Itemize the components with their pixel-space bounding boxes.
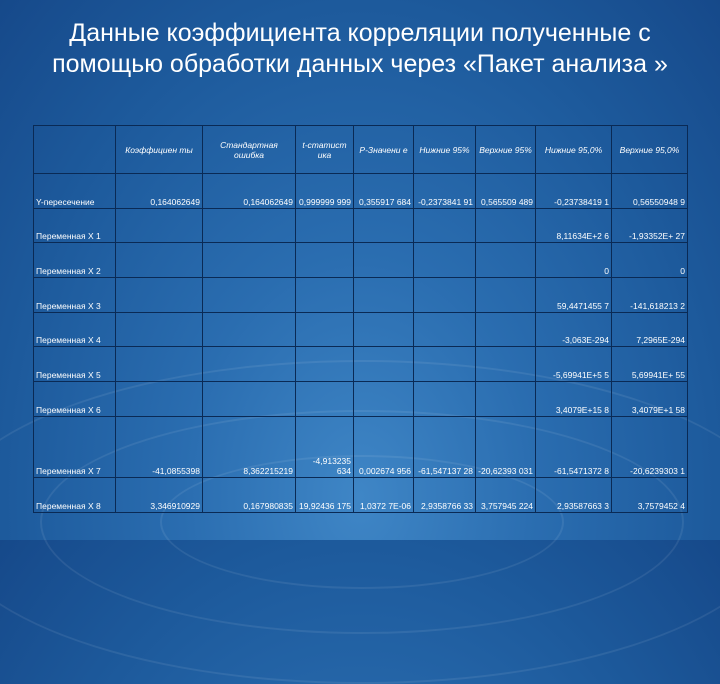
header-cell: Нижние 95,0% <box>536 126 612 174</box>
table-cell: 0,355917 684 <box>354 174 414 209</box>
table-cell <box>354 278 414 313</box>
table-cell <box>414 243 476 278</box>
table-cell: 0,164062649 <box>203 174 296 209</box>
table-cell <box>354 208 414 243</box>
table-cell <box>414 382 476 417</box>
table-cell: 3,4079E+1 58 <box>612 382 688 417</box>
table-cell <box>203 243 296 278</box>
table-cell <box>354 347 414 382</box>
table-cell: -41,0855398 <box>116 416 203 477</box>
table-cell: -5,69941E+5 5 <box>536 347 612 382</box>
header-cell: Нижние 95% <box>414 126 476 174</box>
table-cell <box>296 312 354 347</box>
table-cell: 3,7579452 4 <box>612 478 688 513</box>
table-cell: 0,999999 999 <box>296 174 354 209</box>
table-cell <box>414 278 476 313</box>
table-cell: -0,23738419 1 <box>536 174 612 209</box>
table-cell: 8,11634E+2 6 <box>536 208 612 243</box>
table-cell <box>116 382 203 417</box>
table-cell: 0,565509 489 <box>476 174 536 209</box>
table-cell: 1,0372 7E-06 <box>354 478 414 513</box>
header-cell: Верхние 95,0% <box>612 126 688 174</box>
table-cell <box>296 208 354 243</box>
table-cell: -20,6239303 1 <box>612 416 688 477</box>
header-cell <box>34 126 116 174</box>
table-cell <box>476 312 536 347</box>
table-cell <box>116 312 203 347</box>
table-cell: -3,063E-294 <box>536 312 612 347</box>
table-row <box>34 243 688 278</box>
table-cell <box>203 347 296 382</box>
table-cell: -1,93352E+ 27 <box>612 208 688 243</box>
table-cell <box>116 347 203 382</box>
table-row <box>34 208 688 243</box>
row-label: Переменная X 4 <box>34 312 116 347</box>
row-label: Переменная X 3 <box>34 278 116 313</box>
table-cell <box>476 382 536 417</box>
table-cell <box>414 312 476 347</box>
table-cell: 2,9358766 33 <box>414 478 476 513</box>
table-cell <box>354 243 414 278</box>
table-cell: 0 <box>612 243 688 278</box>
table-row <box>34 416 688 477</box>
row-label: Переменная X 7 <box>34 416 116 477</box>
header-cell: Коэффициен ты <box>116 126 203 174</box>
table-cell: 3,757945 224 <box>476 478 536 513</box>
table-cell <box>414 347 476 382</box>
table-cell: -0,2373841 91 <box>414 174 476 209</box>
table-cell: 0 <box>536 243 612 278</box>
table-cell <box>476 278 536 313</box>
table-cell <box>203 278 296 313</box>
row-label: Переменная X 1 <box>34 208 116 243</box>
table-cell <box>116 278 203 313</box>
table-cell: 2,93587663 3 <box>536 478 612 513</box>
table-row <box>34 478 688 513</box>
table-cell: 5,69941E+ 55 <box>612 347 688 382</box>
table-cell: 3,4079E+15 8 <box>536 382 612 417</box>
table-cell <box>354 312 414 347</box>
table-cell: 0,56550948 9 <box>612 174 688 209</box>
table-row <box>34 382 688 417</box>
table-cell: 19,92436 175 <box>296 478 354 513</box>
table-row <box>34 347 688 382</box>
table-cell <box>296 278 354 313</box>
table-cell: -20,62393 031 <box>476 416 536 477</box>
header-cell: Верхние 95% <box>476 126 536 174</box>
table-cell: 0,167980835 <box>203 478 296 513</box>
row-label: Y-пересечение <box>34 174 116 209</box>
table-cell: 0,002674 956 <box>354 416 414 477</box>
table-cell <box>476 347 536 382</box>
regression-table <box>33 125 688 513</box>
header-cell: P-Значени е <box>354 126 414 174</box>
table-cell <box>296 382 354 417</box>
table-cell: -61,547137 28 <box>414 416 476 477</box>
table-cell <box>203 382 296 417</box>
table-cell: 7,2965E-294 <box>612 312 688 347</box>
table-cell <box>116 208 203 243</box>
table-cell: 3,346910929 <box>116 478 203 513</box>
table-cell <box>203 208 296 243</box>
slide-title: Данные коэффициента корреляции полученные с помощью обработки данных через «Пакет анализа » <box>52 19 668 78</box>
table-cell: 0,164062649 <box>116 174 203 209</box>
table-cell <box>203 312 296 347</box>
table-cell <box>296 347 354 382</box>
row-label: Переменная X 5 <box>34 347 116 382</box>
table-cell <box>476 243 536 278</box>
table-cell <box>476 208 536 243</box>
table-cell: -141,618213 2 <box>612 278 688 313</box>
table-row <box>34 312 688 347</box>
row-label: Переменная X 8 <box>34 478 116 513</box>
table-row <box>34 278 688 313</box>
row-label: Переменная X 2 <box>34 243 116 278</box>
table-cell: -61,5471372 8 <box>536 416 612 477</box>
table-cell: 59,4471455 7 <box>536 278 612 313</box>
table-cell <box>354 382 414 417</box>
table-cell: -4,913235 634 <box>296 416 354 477</box>
table-cell <box>296 243 354 278</box>
row-label: Переменная X 6 <box>34 382 116 417</box>
header-row <box>34 126 688 174</box>
header-cell: t-статист ика <box>296 126 354 174</box>
table-cell: 8,362215219 <box>203 416 296 477</box>
table-cell <box>414 208 476 243</box>
table-cell <box>116 243 203 278</box>
table-row <box>34 174 688 209</box>
header-cell: Стандартная ошибка <box>203 126 296 174</box>
